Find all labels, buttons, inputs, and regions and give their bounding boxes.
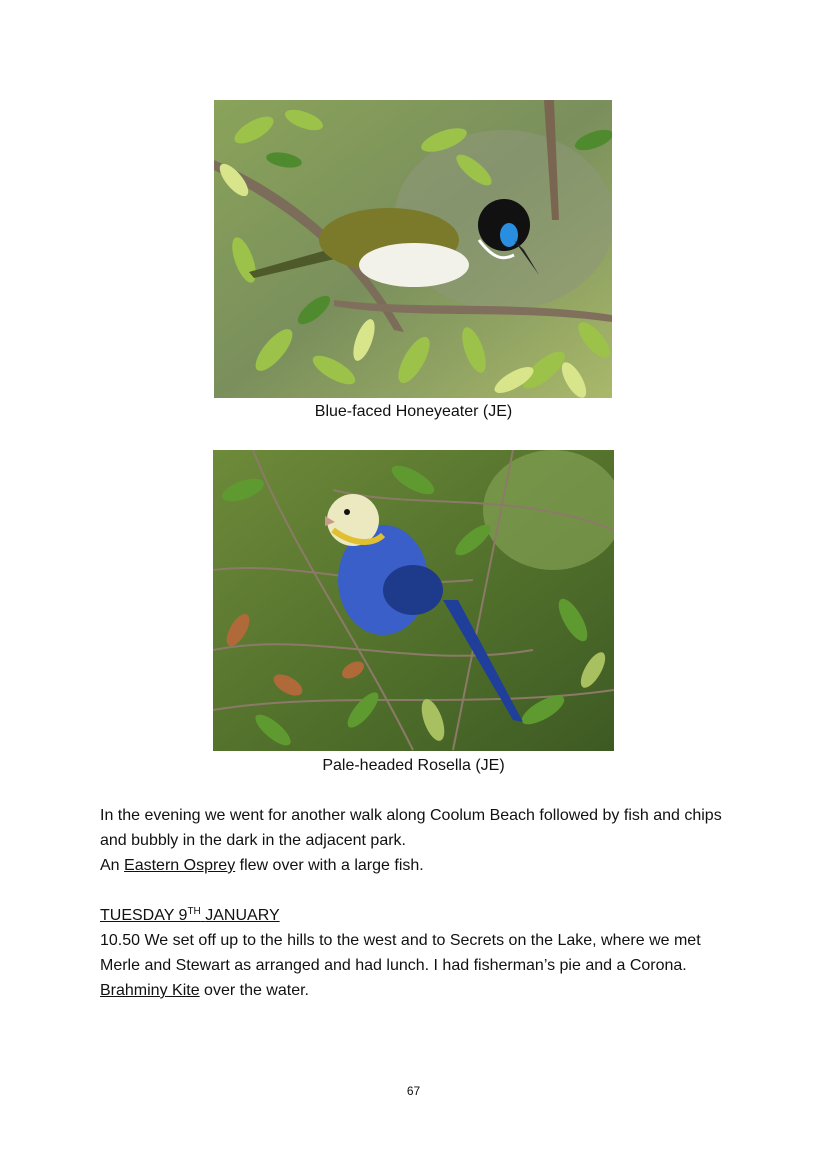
rosella-image xyxy=(213,450,614,751)
photo-caption: Pale-headed Rosella (JE) xyxy=(322,757,505,774)
paragraph-text: 10.50 We set off up to the hills to the west and to Secrets on the Lake, where we met Merle and Stewart as arranged and had lunch. I had fisherman’s pie and a Corona. xyxy=(100,932,701,974)
photo-pale-headed-rosella xyxy=(213,450,614,751)
day-heading-ordinal: TH xyxy=(187,906,201,917)
paragraph-text: over the water. xyxy=(204,982,309,999)
photo-blue-faced-honeyeater xyxy=(214,100,612,398)
paragraph-text: An xyxy=(100,857,120,874)
paragraph-text: In the evening we went for another walk along Coolum Beach followed by fish and chips and bubbly in the dark in the adjacent park. xyxy=(100,807,722,849)
paragraph-evening-walk xyxy=(100,803,740,878)
day-heading xyxy=(100,903,740,928)
day-heading-date: TUESDAY 9 xyxy=(100,907,188,924)
day-heading-month: JANUARY xyxy=(205,907,280,924)
page-number: 67 xyxy=(406,1084,421,1098)
photo-caption: Blue-faced Honeyeater (JE) xyxy=(314,403,513,420)
species-name: Brahminy Kite xyxy=(100,982,200,999)
honeyeater-image xyxy=(214,100,612,398)
paragraph-text: flew over with a large fish. xyxy=(239,857,424,874)
species-name: Eastern Osprey xyxy=(124,857,236,874)
paragraph-tuesday xyxy=(100,928,740,1003)
